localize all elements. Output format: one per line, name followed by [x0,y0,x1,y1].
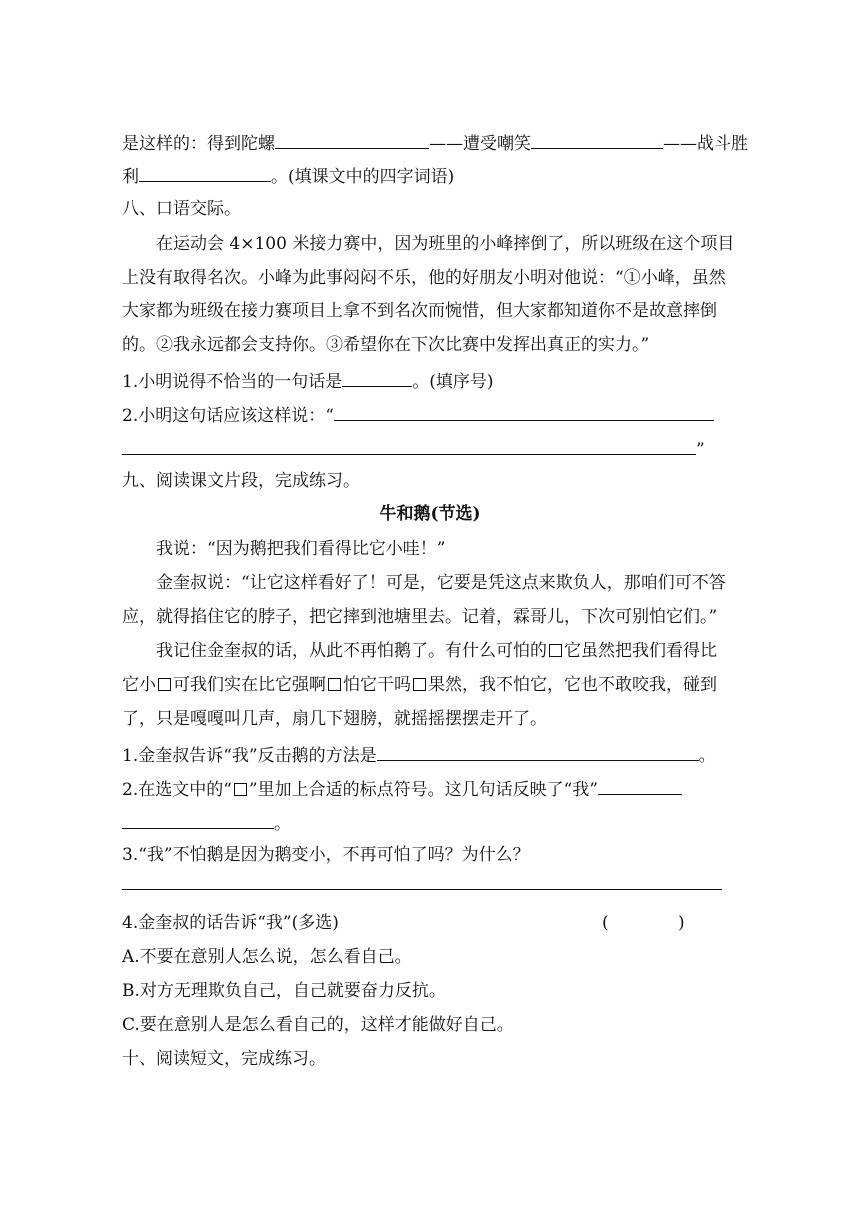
paragraph-line: 我说：“因为鹅把我们看得比它小哇！” [156,539,446,559]
answer-paren-input[interactable] [612,910,676,932]
option-c: C.要在意别人是怎么看自己的，这样才能做好自己。 [122,1015,514,1035]
section-8-title: 八、口语交际。 [122,199,241,219]
text-segment: 它虽然把我们看得比 [564,641,717,661]
paragraph-line: 金奎叔说：“让它这样看好了！可是，它要是凭这点来欺负人，那咱们可不答 [156,573,726,593]
text-segment: 是这样的：得到陀螺 [122,134,275,154]
text-segment: 果然，我不怕它，它也不敢咬我，碰到 [428,675,717,695]
paragraph-line: 上没有取得名次。小峰为此事闷闷不乐，他的好朋友小明对他说：“①小峰，虽然 [122,268,726,288]
punctuation-box[interactable] [413,678,426,691]
paragraph-line [156,641,717,663]
closing-quote: ” [696,440,705,460]
text-segment: 它小 [122,675,156,695]
fill-line-2 [122,164,454,186]
answer-blank[interactable] [342,369,412,387]
answer-blank[interactable] [122,437,696,455]
paragraph-line: 了，只是嘎嘎叫几声，扇几下翅膀，就摇摇摆摆走开了。 [122,709,547,729]
text-segment: 。(填课文中的四字词语) [271,167,455,187]
answer-blank[interactable] [334,403,714,421]
answer-line[interactable] [122,889,722,890]
passage-title: 牛和鹅(节选) [379,504,481,524]
answer-paren-close: ) [678,913,685,933]
punctuation-box[interactable] [328,678,341,691]
question-text: 。 [274,814,291,834]
paragraph-line: 大家都为班级在接力赛项目上拿不到名次而惋惜，但大家都知道你不是故意摔倒 [122,301,717,321]
punctuation-box[interactable] [158,678,171,691]
option-b: B.对方无理欺负自己，自己就要奋力反抗。 [122,981,446,1001]
question-8-2-cont [122,437,705,459]
text-segment: 可我们实在比它强啊 [173,675,326,695]
paragraph-line: 的。②我永远都会支持你。③希望你在下次比赛中发挥出真正的实力。” [122,335,650,355]
answer-blank[interactable] [377,743,699,761]
punctuation-box-sample [234,783,247,796]
question-9-3: 3.“我”不怕鹅是因为鹅变小，不再可怕了吗？为什么？ [122,845,530,865]
question-9-2 [122,777,682,799]
question-8-2 [122,403,714,425]
answer-blank[interactable] [139,164,271,182]
question-8-1 [122,369,494,391]
answer-blank[interactable] [598,777,682,795]
text-segment: 我记住金奎叔的话，从此不再怕鹅了。有什么可怕的 [156,641,547,661]
text-segment: ——战斗胜 [663,134,748,154]
question-9-4: 4.金奎叔的话告诉“我”(多选) [122,913,339,933]
section-10-title: 十、阅读短文，完成练习。 [122,1049,326,1069]
answer-blank[interactable] [122,811,274,829]
answer-blank[interactable] [531,131,663,149]
question-9-2-cont [122,811,291,833]
question-text: 2.在选文中的“ [122,780,232,800]
punctuation-box[interactable] [549,644,562,657]
text-segment: 怕它干吗 [343,675,411,695]
text-segment: ——遭受嘲笑 [429,134,531,154]
paragraph-line [122,675,717,697]
text-segment: 利 [122,167,139,187]
paragraph-line: 在运动会 4×100 米接力赛中，因为班里的小峰摔倒了，所以班级在这个项目 [156,234,735,254]
option-a: A.不要在意别人怎么说，怎么看自己。 [122,947,412,967]
question-text: 。(填序号) [412,372,494,392]
fill-line-1 [122,131,748,153]
question-text: ”里加上合适的标点符号。这几句话反映了“我” [248,780,598,800]
question-text: 2.小明这句话应该这样说：“ [122,406,334,426]
answer-paren-open: ( [602,913,609,933]
section-9-title: 九、阅读课文片段，完成练习。 [122,471,360,491]
question-text: 1.小明说得不恰当的一句话是 [122,372,343,392]
question-text: 1.金奎叔告诉“我”反击鹅的方法是 [122,746,377,766]
paragraph-line: 应，就得掐住它的脖子，把它摔到池塘里去。记着，霖哥儿，下次可别怕它们。” [122,607,718,627]
question-9-1 [122,743,716,765]
question-text: 。 [698,746,716,766]
answer-blank[interactable] [275,131,429,149]
